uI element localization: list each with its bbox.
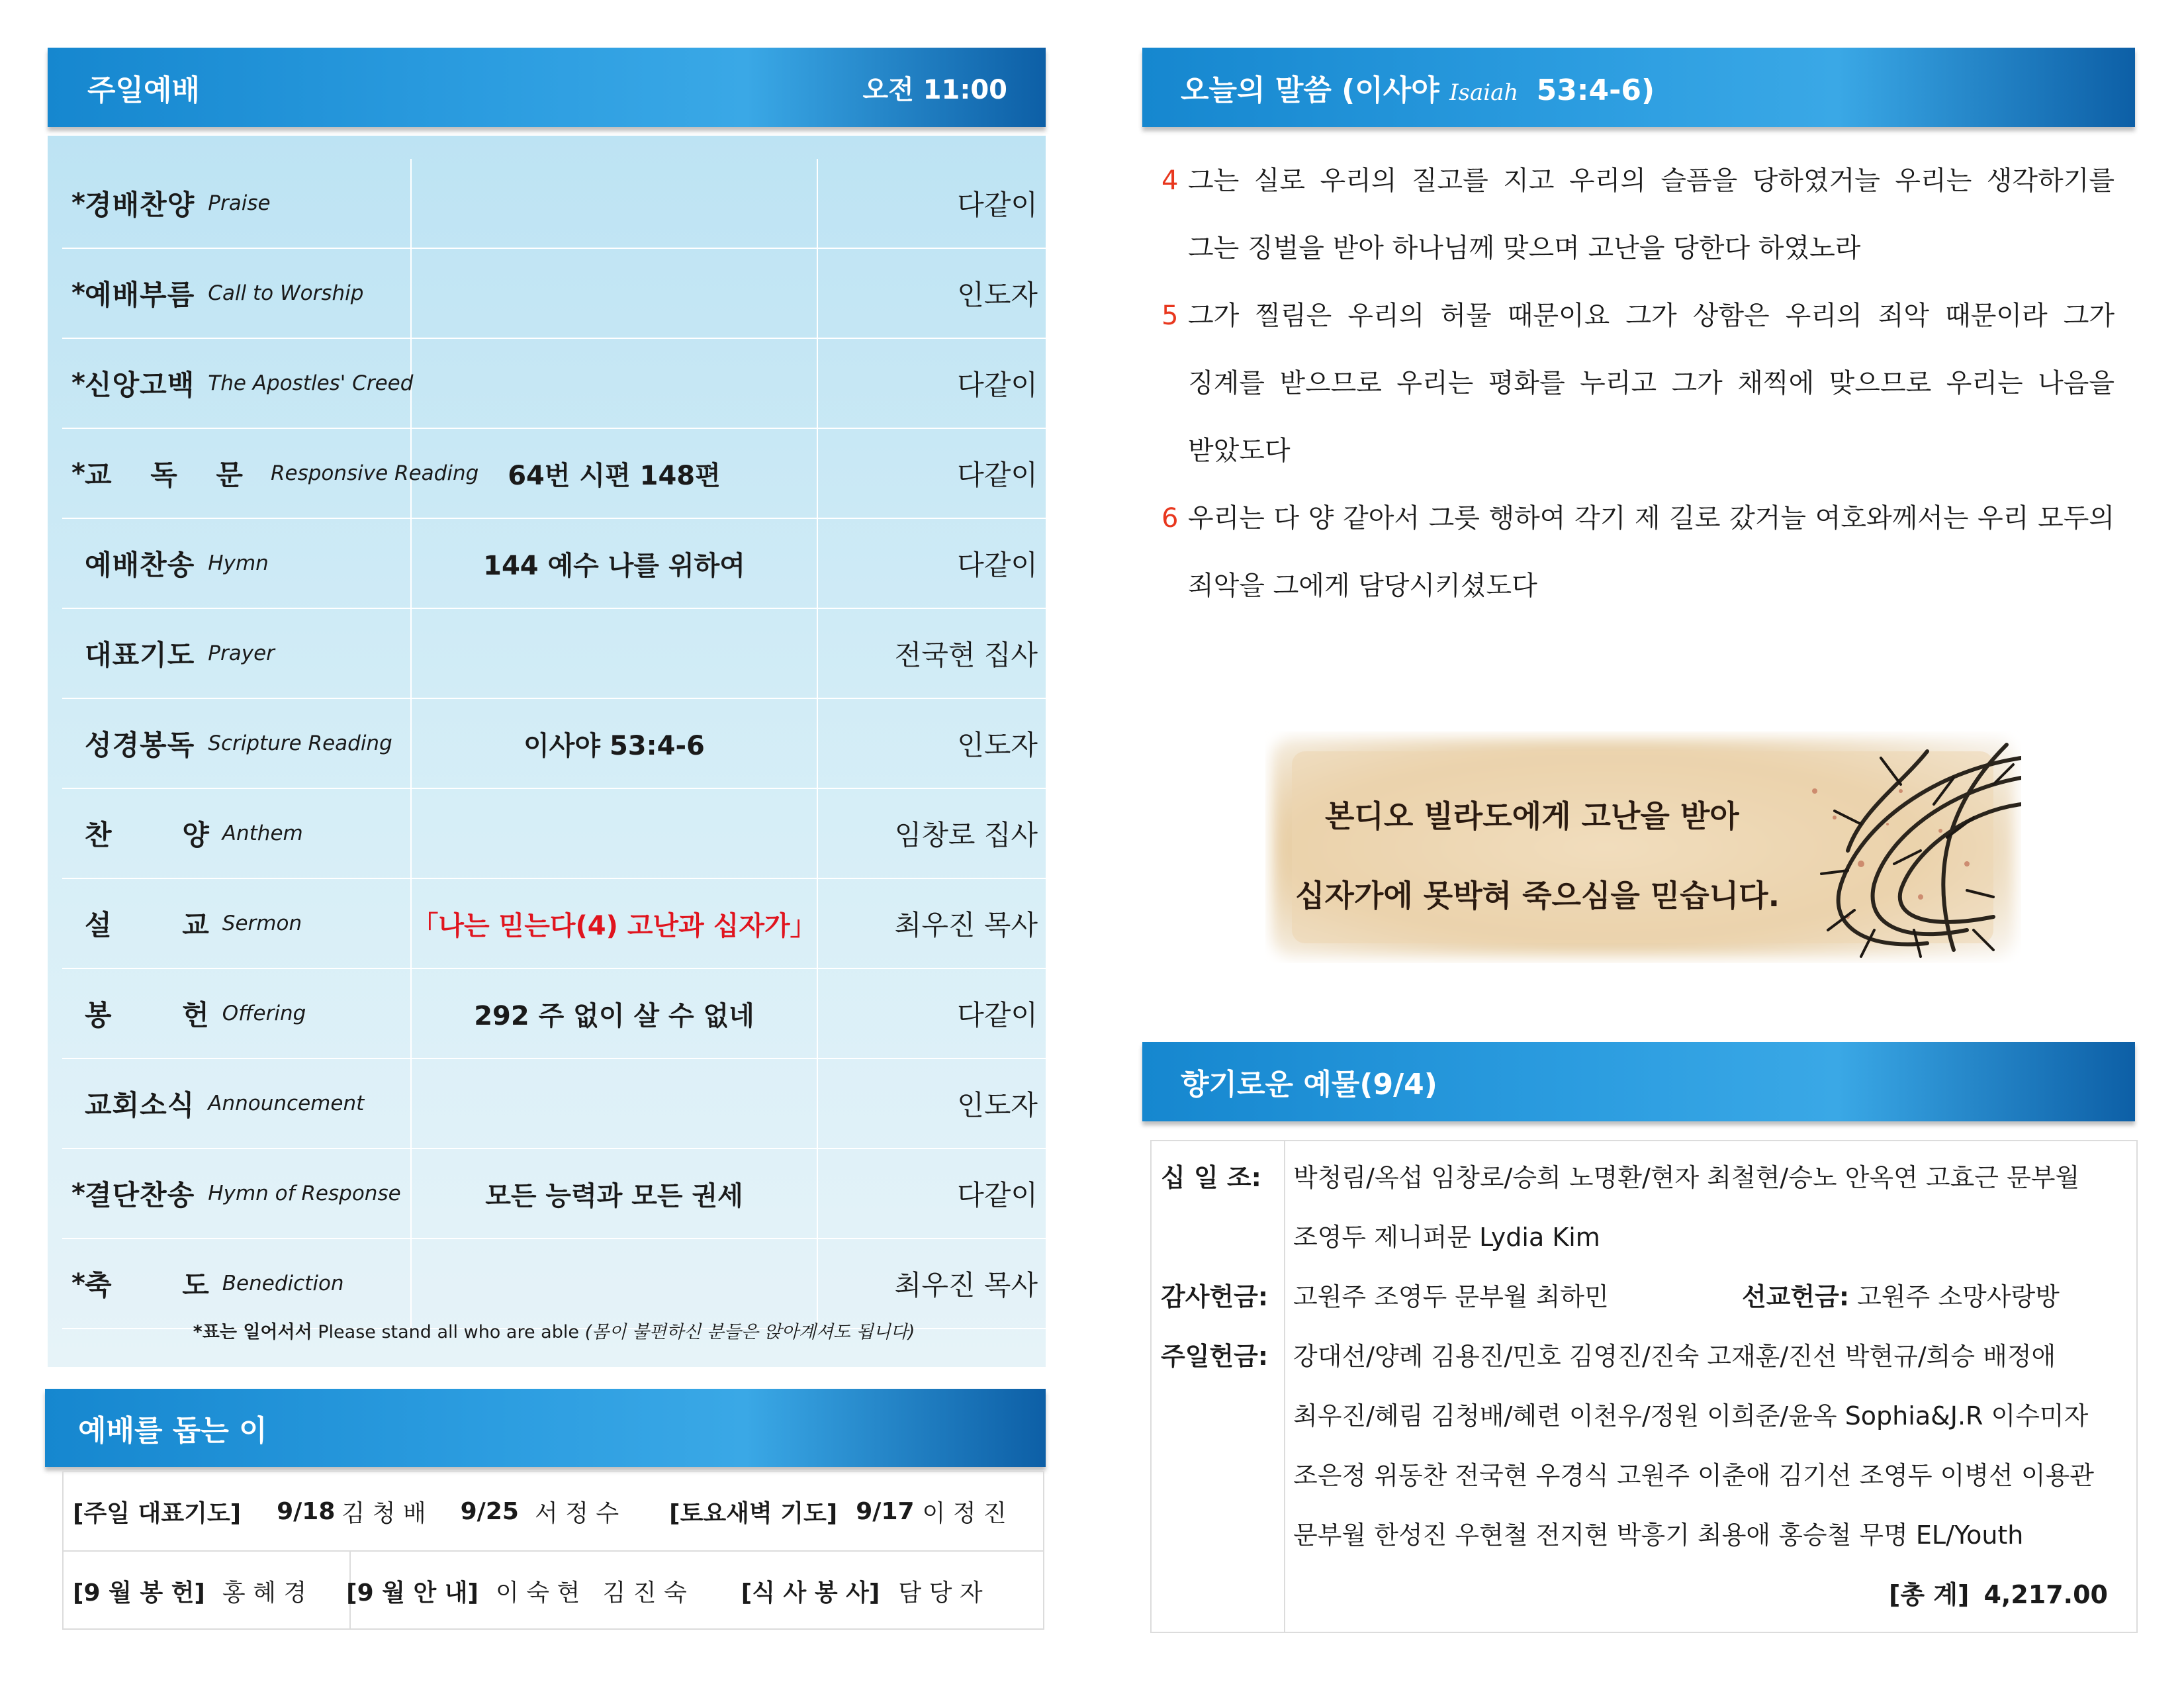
standing-marker: * <box>71 188 85 218</box>
crown-caption-line-2: 십자가에 못박혀 죽으심을 믿습니다. <box>1295 878 1780 914</box>
worship-item-row <box>62 969 1046 1059</box>
worship-item-leader: 다같이 <box>957 549 1038 581</box>
worship-item-row <box>62 339 1046 429</box>
worship-item-korean: 축 도 <box>85 1269 209 1301</box>
prayer-date-1: 9/18 <box>277 1497 336 1525</box>
worship-item-english: The Apostles' Creed <box>208 371 414 395</box>
verse-6-line-1 <box>1161 485 2115 552</box>
worship-item-name <box>62 249 412 338</box>
worship-item-korean: 설 교 <box>85 909 209 941</box>
worship-item-leader: 인도자 <box>957 279 1038 311</box>
worship-item-leader: 인도자 <box>957 1089 1038 1121</box>
sunday-offering-line: 최우진/혜림 김청배/혜련 이천우/정원 이희준/윤옥 Sophia&J.R 이수미자 <box>1293 1401 2089 1430</box>
worship-item-row <box>62 249 1046 339</box>
tithe-names-line-2: 조영두 제니퍼문 Lydia Kim <box>1293 1223 1600 1252</box>
helpers-box <box>62 1471 1044 1630</box>
worship-item-name <box>62 699 412 788</box>
worship-item-content <box>412 159 818 248</box>
scripture-title-korean: 오늘의 말씀 (이사야 <box>1181 73 1439 107</box>
worship-item-korean: 찬 양 <box>85 819 209 851</box>
worship-item-content <box>412 1059 818 1148</box>
worship-item-content: 이사야 53:4-6 <box>412 699 818 788</box>
worship-item-korean: 신앙고백 <box>85 369 195 401</box>
thanks-offering-names: 고원주 조영두 문부월 최하민 <box>1293 1282 1609 1311</box>
worship-header <box>48 48 1046 127</box>
offering-list <box>1150 1140 2138 1633</box>
worship-item-row <box>62 429 1046 519</box>
offering-total-value: 4,217.00 <box>1983 1580 2108 1609</box>
worship-item-name <box>62 1059 412 1148</box>
mission-offering-label: 선교헌금: <box>1742 1282 1850 1311</box>
worship-item-row <box>62 789 1046 879</box>
saturday-prayer-name: 이 정 진 <box>922 1499 1007 1527</box>
sunday-prayer-label: [주일 대표기도] <box>73 1499 242 1527</box>
prayer-name-1: 김 청 배 <box>341 1499 426 1527</box>
stand-note-italic: (몸이 불편하신 분들은 앉아계셔도 됩니다) <box>584 1322 915 1342</box>
worship-item-english: Praise <box>208 191 271 215</box>
worship-item-korean: 결단찬송 <box>85 1179 195 1211</box>
sunday-offering-line: 강대선/양례 김용진/민호 김영진/진숙 고재훈/진선 박현규/희승 배정애 <box>1293 1342 2056 1371</box>
scripture-reference: 53:4-6) <box>1536 73 1655 107</box>
sunday-offering-line: 조은정 위동찬 전국현 우경식 고원주 이춘애 김기선 조영두 이병선 이용관 <box>1293 1461 2094 1490</box>
worship-item-content <box>412 249 818 338</box>
worship-item-korean: 경배찬양 <box>85 189 195 221</box>
worship-item-content: 292 주 없이 살 수 없네 <box>412 969 818 1058</box>
worship-item-name <box>62 159 412 248</box>
standing-marker: * <box>71 458 85 489</box>
worship-item-english: Responsive Reading <box>270 461 479 485</box>
worship-item-leader: 최우진 목사 <box>894 1269 1038 1301</box>
prayer-date-2: 9/25 <box>460 1497 519 1525</box>
worship-item-korean: 봉 헌 <box>85 999 209 1031</box>
worship-item-row <box>62 1149 1046 1239</box>
worship-item-leader: 전국현 집사 <box>894 639 1038 671</box>
worship-item-row <box>62 1059 1046 1149</box>
scripture-book-english: Isaiah <box>1449 79 1519 106</box>
worship-item-english: Hymn of Response <box>208 1182 401 1205</box>
saturday-prayer-label: [토요새벽 기도] <box>669 1499 838 1527</box>
tithe-label: 십 일 조: <box>1161 1163 1261 1192</box>
worship-item-english: Prayer <box>208 641 275 665</box>
crown-caption-line-1: 본디오 빌라도에게 고난을 받아 <box>1325 798 1739 834</box>
helpers-header <box>45 1389 1046 1467</box>
offering-title: 향기로운 예물(9/4) <box>1181 1068 1437 1102</box>
worship-item-korean: 교 독 문 <box>85 459 257 491</box>
worship-item-leader: 다같이 <box>957 189 1038 221</box>
standing-marker: * <box>71 278 85 308</box>
prayer-name-2: 서 정 수 <box>534 1499 619 1527</box>
worship-item-name <box>62 519 412 608</box>
stand-note-bold: *표는 일어서서 <box>193 1322 312 1342</box>
meal-service-name: 담 당 자 <box>898 1579 983 1607</box>
usher-label: [9 월 안 내] <box>346 1579 478 1607</box>
helpers-row-2 <box>64 1552 1052 1630</box>
worship-item-name <box>62 429 479 518</box>
offering-total <box>1889 1574 2108 1611</box>
worship-item-content <box>412 339 818 428</box>
helpers-row-1 <box>64 1472 1052 1550</box>
sunday-offering-label: 주일헌금: <box>1161 1342 1269 1371</box>
verse-number: 4 <box>1161 165 1179 196</box>
verse-number: 6 <box>1161 503 1179 534</box>
verse-number: 5 <box>1161 301 1179 331</box>
verse-6-line-2: 죄악을 그에게 담당시키셨도다 <box>1188 571 1537 601</box>
worship-item-leader: 임창로 집사 <box>894 819 1038 851</box>
stand-note <box>62 1317 1046 1343</box>
order-of-worship <box>48 136 1046 1367</box>
worship-item-korean: 예배찬송 <box>85 549 195 581</box>
usher-names: 이 숙 현 김 진 숙 <box>496 1579 687 1607</box>
worship-item-content: 모든 능력과 모든 권세 <box>412 1149 818 1238</box>
standing-marker: * <box>71 1268 85 1299</box>
worship-item-english: Hymn <box>208 551 269 575</box>
thanks-offering-label: 감사헌금: <box>1161 1282 1269 1311</box>
worship-item-leader: 인도자 <box>957 729 1038 761</box>
worship-item-row <box>62 159 1046 249</box>
worship-item-leader: 다같이 <box>957 369 1038 401</box>
worship-item-english: Scripture Reading <box>208 731 392 755</box>
worship-item-english: Announcement <box>208 1092 365 1115</box>
offering-helper-name: 홍 혜 경 <box>222 1579 307 1607</box>
worship-time: 오전 11:00 <box>862 74 1007 105</box>
scripture-title <box>1181 66 1655 109</box>
offering-header <box>1142 1042 2135 1121</box>
crown-illustration <box>1265 731 2021 963</box>
worship-item-name <box>62 339 412 428</box>
crown-of-thorns-image <box>1265 731 2021 963</box>
worship-item-name <box>62 789 412 878</box>
worship-item-name <box>62 969 412 1058</box>
worship-item-korean: 성경봉독 <box>85 729 195 761</box>
sunday-offering-line: 문부월 한성진 우현철 전지현 박흥기 최용애 홍승철 무명 EL/Youth <box>1293 1521 2024 1550</box>
offering-total-label: [총 계] <box>1889 1580 1970 1609</box>
worship-item-korean: 대표기도 <box>85 639 195 671</box>
worship-item-name <box>62 879 412 968</box>
worship-item-content: 64번 시편 148편 <box>412 429 818 518</box>
scripture-header <box>1142 48 2135 127</box>
worship-item-row <box>62 699 1046 789</box>
worship-item-row <box>62 879 1046 969</box>
offering-helper-label: [9 월 봉 헌] <box>73 1579 205 1607</box>
worship-item-english: Call to Worship <box>208 281 364 305</box>
worship-item-row <box>62 609 1046 699</box>
worship-item-english: Offering <box>222 1002 306 1025</box>
mission-offering <box>1742 1276 2060 1313</box>
verse-5-line-1 <box>1161 282 2115 350</box>
stand-note-english: Please stand all who are able <box>318 1322 579 1342</box>
worship-item-korean: 예배부름 <box>85 279 195 311</box>
worship-item-leader: 최우진 목사 <box>894 909 1038 941</box>
worship-item-leader: 다같이 <box>957 459 1038 491</box>
standing-marker: * <box>71 1178 85 1209</box>
worship-item-english: Benediction <box>222 1272 344 1295</box>
worship-item-leader: 다같이 <box>957 1179 1038 1211</box>
worship-item-name <box>62 1149 412 1238</box>
worship-item-korean: 교회소식 <box>85 1089 195 1121</box>
worship-item-english: Sermon <box>222 912 302 935</box>
verse-5-line-3: 받았도다 <box>1188 436 1291 466</box>
saturday-prayer-date: 9/17 <box>856 1497 915 1525</box>
worship-item-english: Anthem <box>222 821 303 845</box>
worship-item-name <box>62 1239 412 1328</box>
worship-item-content: 「나는 믿는다(4) 고난과 십자가」 <box>412 879 818 968</box>
worship-item-content: 144 예수 나를 위하여 <box>412 519 818 608</box>
worship-item-content <box>412 609 818 698</box>
verse-5-line-2: 징계를 받으므로 우리는 평화를 누리고 그가 채찍에 맞으므로 우리는 나음을 <box>1188 368 2115 399</box>
verse-4-line-1 <box>1161 147 2115 214</box>
helpers-title: 예배를 돕는 이 <box>78 1414 267 1448</box>
worship-item-row <box>62 1239 1046 1329</box>
verse-text: 그는 실로 우리의 질고를 지고 우리의 슬픔을 당하였거늘 우리는 생각하기를 <box>1188 165 2115 196</box>
verse-text: 우리는 다 양 같아서 그릇 행하여 각기 제 길로 갔거늘 여호와께서는 우리 모두의 <box>1188 503 2115 534</box>
worship-item-content <box>412 789 818 878</box>
verse-4-line-2: 그는 징벌을 받아 하나님께 맞으며 고난을 당한다 하였노라 <box>1188 233 1861 263</box>
worship-item-row <box>62 519 1046 609</box>
tithe-names-line-1: 박청림/옥섭 임창로/승희 노명환/현자 최철현/승노 안옥연 고효근 문부월 <box>1293 1163 2080 1192</box>
standing-marker: * <box>71 368 85 399</box>
worship-item-leader: 다같이 <box>957 999 1038 1031</box>
worship-item-content <box>412 1239 818 1328</box>
worship-title: 주일예배 <box>87 73 201 107</box>
mission-offering-names: 고원주 소망사랑방 <box>1857 1282 2060 1311</box>
verse-text: 그가 찔림은 우리의 허물 때문이요 그가 상함은 우리의 죄악 때문이라 그가 <box>1188 301 2115 331</box>
meal-service-label: [식 사 봉 사] <box>741 1579 880 1607</box>
worship-item-name <box>62 609 412 698</box>
offering-column-divider <box>1284 1141 1285 1632</box>
